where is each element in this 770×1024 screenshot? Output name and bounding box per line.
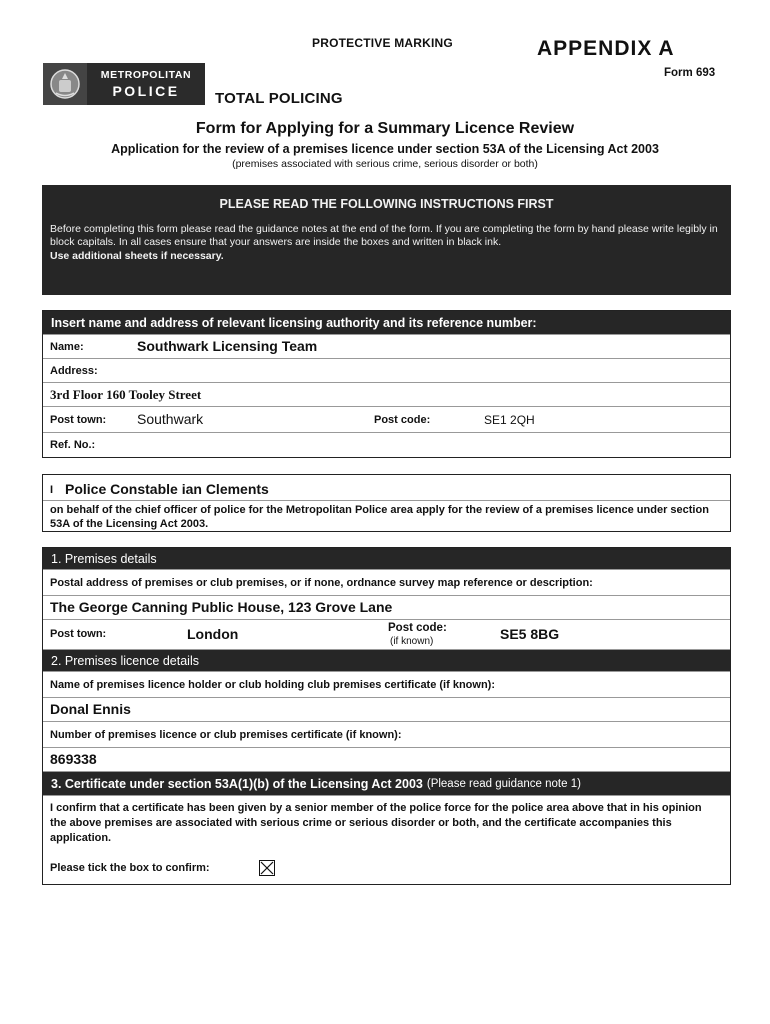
form-subtitle-note: (premises associated with serious crime, serious disorder or both) [232, 158, 538, 170]
premises-address-field[interactable]: The George Canning Public House, 123 Grove Lane [50, 599, 393, 615]
authority-post-code-field[interactable]: SE1 2QH [484, 413, 535, 427]
authority-post-town-field[interactable]: Southwark [137, 411, 204, 427]
protective-marking: PROTECTIVE MARKING [312, 36, 453, 50]
premises-post-code-note: (if known) [390, 636, 434, 647]
form-number: Form 693 [664, 67, 716, 79]
licensing-authority-section [42, 310, 731, 458]
authority-name-label: Name: [50, 341, 84, 353]
applicant-prefix: I [50, 484, 54, 496]
licence-number-field[interactable]: 869338 [50, 751, 97, 767]
tagline: TOTAL POLICING [215, 90, 343, 107]
premises-post-town-field[interactable]: London [187, 626, 239, 642]
form-title: Form for Applying for a Summary Licence Review [195, 120, 575, 137]
instructions-panel [42, 185, 731, 295]
certificate-heading-note: (Please read guidance note 1) [426, 777, 581, 790]
logo-text-line1: METROPOLITAN [100, 69, 192, 81]
licence-heading: 2. Premises licence details [43, 650, 730, 672]
authority-address-field[interactable]: 3rd Floor 160 Tooley Street [50, 387, 202, 402]
instructions-heading: PLEASE READ THE FOLLOWING INSTRUCTIONS FIRST [219, 197, 554, 211]
confirm-checkbox[interactable] [259, 860, 275, 876]
premises-post-town-label: Post town: [50, 628, 107, 640]
premises-post-code-field[interactable]: SE5 8BG [500, 626, 560, 642]
instructions-body: Before completing this form please read the guidance notes at the end of the form. If you are completing the form by hand please write legibly in block capitals. In all cases ensure that your answers are inside the boxes and written in black ink. [50, 223, 718, 248]
licence-holder-label: Name of premises licence holder or club holding club premises certificate (if known): [50, 679, 495, 691]
certificate-heading-bar [43, 772, 730, 796]
appendix-label: APPENDIX A [537, 37, 675, 60]
authority-post-town-label: Post town: [50, 414, 107, 426]
authority-heading: Insert name and address of relevant licensing authority and its reference number: [43, 311, 730, 335]
premises-section [42, 547, 731, 885]
licence-holder-field[interactable]: Donal Ennis [50, 701, 131, 717]
applicant-name-field[interactable]: Police Constable ian Clements [65, 481, 269, 497]
instructions-extra: Use additional sheets if necessary. [50, 250, 224, 262]
applicant-statement: on behalf of the chief officer of police for the Metropolitan Police area apply for the review of a premises licence under section 53A of the Licensing Act 2003. [50, 504, 709, 530]
cross-icon [260, 861, 274, 875]
crest-icon [43, 63, 87, 105]
authority-address-label: Address: [50, 365, 98, 377]
premises-address-label: Postal address of premises or club premises, or if none, ordnance survey map reference or description: [50, 577, 593, 589]
certificate-statement: I confirm that a certificate has been given by a senior member of the police force for the police area above that in his opinion the above premises are associated with serious crime or serious disorder or both, and the certificate accompanies this application. [50, 802, 702, 844]
applicant-section [42, 474, 731, 532]
authority-name-field[interactable]: Southwark Licensing Team [137, 338, 318, 354]
premises-post-code-label: Post code: [388, 622, 447, 634]
authority-post-code-label: Post code: [374, 414, 431, 426]
authority-ref-label: Ref. No.: [50, 439, 96, 451]
met-police-logo [43, 63, 205, 105]
form-subtitle: Application for the review of a premises licence under section 53A of the Licensing Act 2003 [111, 142, 659, 156]
certificate-heading: 3. Certificate under section 53A(1)(b) of the Licensing Act 2003 [51, 776, 423, 791]
premises-heading: 1. Premises details [43, 548, 730, 570]
logo-text-line2: POLICE [112, 83, 180, 99]
certificate-tick-label: Please tick the box to confirm: [50, 862, 210, 874]
licence-number-label: Number of premises licence or club premises certificate (if known): [50, 729, 402, 741]
